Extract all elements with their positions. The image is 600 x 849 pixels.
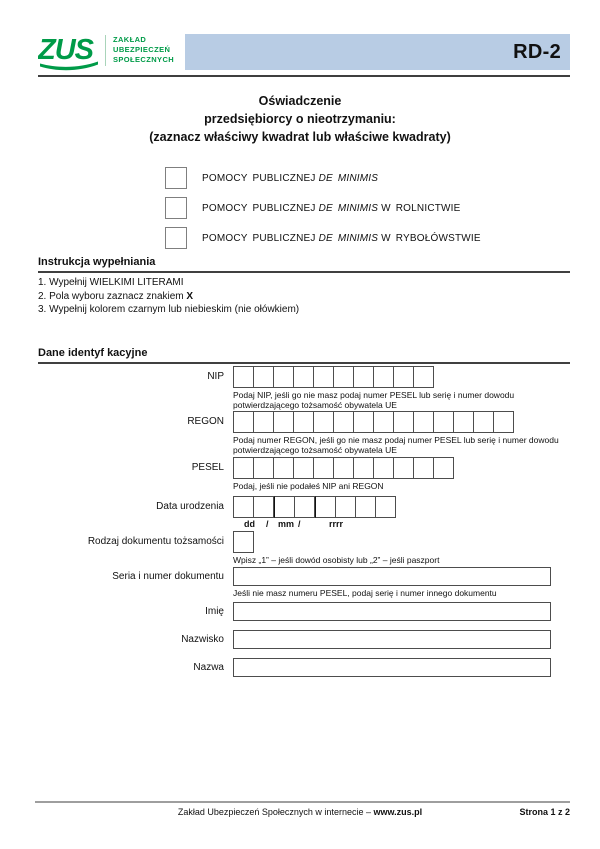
input-cell[interactable] (315, 496, 336, 518)
checkbox-label: POMOCY PUBLICZNEJ DE MINIMIS (202, 172, 379, 184)
form-code: RD-2 (513, 41, 561, 63)
birth-date-input-boxes (233, 496, 570, 518)
aid-type-checkbox-group (165, 167, 481, 257)
company-name-input[interactable] (233, 658, 551, 677)
input-cell[interactable] (453, 411, 474, 433)
cell-group (274, 496, 315, 518)
input-cell[interactable] (373, 411, 394, 433)
instruction-item: 1. Wypełnij WIELKIMI LITERAMI (38, 277, 184, 288)
cell-group (233, 531, 254, 553)
field-label-last-name: Nazwisko (181, 634, 224, 645)
org-name-line: ZAKŁAD (113, 35, 147, 44)
doc-type-input-box (233, 531, 570, 553)
input-cell[interactable] (253, 457, 274, 479)
input-cell[interactable] (313, 411, 334, 433)
checkbox-de-minimis-rybolowstwo[interactable] (165, 227, 187, 249)
doc-number-input[interactable] (233, 567, 551, 586)
input-cell[interactable] (355, 496, 376, 518)
checkbox-row-de-minimis-rybolowstwo (165, 227, 481, 249)
checkbox-de-minimis-rolnictwo[interactable] (165, 197, 187, 219)
input-cell[interactable] (233, 457, 254, 479)
field-label-birth-date: Data urodzenia (156, 501, 224, 512)
input-cell[interactable] (233, 366, 254, 388)
footer-text: Zakład Ubezpieczeń Społecznych w internecie – www.zus.pl (177, 807, 423, 817)
input-cell[interactable] (273, 411, 294, 433)
cell-group (233, 366, 434, 388)
identification-heading: Dane identyf kacyjne (38, 347, 570, 364)
logo-separator (105, 35, 106, 66)
input-cell[interactable] (233, 496, 254, 518)
pesel-help: Podaj, jeśli nie podałeś NIP ani REGON (233, 481, 384, 491)
form-code-band (185, 34, 570, 70)
cell-group (233, 457, 454, 479)
regon-help: Podaj numer REGON, jeśli go nie masz podaj numer PESEL lub serię i numer dowodu potwierdzającego tożsamość obywatela UE (233, 435, 559, 455)
field-label-doc-type: Rodzaj dokumentu tożsamości (87, 536, 224, 547)
cell-group (315, 496, 396, 518)
instructions-heading: Instrukcja wypełniania (38, 256, 570, 273)
form-title-line1: Oświadczenie (258, 94, 342, 108)
zus-logo (38, 32, 102, 77)
page-number: Strona 1 z 2 (519, 807, 570, 817)
form-row-regon (38, 411, 570, 455)
input-cell[interactable] (353, 457, 374, 479)
input-cell[interactable] (273, 366, 294, 388)
input-cell[interactable] (274, 496, 295, 518)
field-label-nip: NIP (207, 371, 224, 382)
header (38, 31, 570, 73)
field-label-doc-number: Seria i numer dokumentu (112, 571, 224, 582)
form-row-last-name (38, 630, 570, 649)
input-cell[interactable] (433, 411, 454, 433)
instruction-item: 2. Pola wyboru zaznacz znakiem X (38, 290, 194, 302)
field-label-company-name: Nazwa (193, 662, 224, 673)
input-cell[interactable] (373, 457, 394, 479)
input-cell[interactable] (413, 457, 434, 479)
input-cell[interactable] (473, 411, 494, 433)
doc-number-help: Jeśli nie masz numeru PESEL, podaj serię i numer innego dokumentu (233, 588, 497, 598)
input-cell[interactable] (293, 457, 314, 479)
input-cell[interactable] (313, 457, 334, 479)
checkbox-row-de-minimis-rolnictwo (165, 197, 481, 219)
checkbox-de-minimis[interactable] (165, 167, 187, 189)
checkbox-label: POMOCY PUBLICZNEJ DE MINIMIS W ROLNICTWIE (202, 202, 461, 214)
birth-date-format-hint: dd / mm / rrrr (244, 519, 344, 529)
field-label-regon: REGON (187, 416, 224, 427)
instructions-list (38, 276, 570, 317)
input-cell[interactable] (375, 496, 396, 518)
cell-group (233, 411, 514, 433)
instruction-item: 3. Wypełnij kolorem czarnym lub niebieskim (nie ołówkiem) (38, 304, 300, 315)
input-cell[interactable] (293, 366, 314, 388)
footer-rule (35, 801, 570, 803)
input-cell[interactable] (433, 457, 454, 479)
input-cell[interactable] (253, 496, 274, 518)
nip-input-boxes (233, 366, 570, 388)
form-row-birth-date (38, 496, 570, 530)
input-cell[interactable] (413, 366, 434, 388)
input-cell[interactable] (333, 457, 354, 479)
input-cell[interactable] (333, 411, 354, 433)
form-title (0, 92, 600, 146)
header-rule (38, 75, 570, 77)
org-name (113, 35, 174, 65)
input-cell[interactable] (294, 496, 315, 518)
checkbox-row-de-minimis (165, 167, 481, 189)
input-cell[interactable] (335, 496, 356, 518)
form-row-doc-number (38, 567, 570, 598)
input-cell[interactable] (393, 411, 414, 433)
last-name-input[interactable] (233, 630, 551, 649)
input-cell[interactable] (253, 411, 274, 433)
form-title-line3: (zaznacz właściwy kwadrat lub właściwe kwadraty) (149, 130, 451, 144)
form-row-pesel (38, 457, 570, 491)
input-cell[interactable] (413, 411, 434, 433)
input-cell[interactable] (373, 366, 394, 388)
doc-type-help: Wpisz „1” – jeśli dowód osobisty lub „2” – jeśli paszport (233, 555, 440, 565)
footer-url: www.zus.pl (373, 807, 423, 817)
checkbox-label: POMOCY PUBLICZNEJ DE MINIMIS W RYBOŁÓWSTWIE (202, 232, 481, 244)
input-cell[interactable] (273, 457, 294, 479)
input-cell[interactable] (393, 366, 414, 388)
org-name-line: UBEZPIECZEŃ (113, 45, 171, 54)
form-title-line2: przedsiębiorcy o nieotrzymaniu: (204, 112, 396, 126)
input-cell[interactable] (233, 411, 254, 433)
input-cell[interactable] (313, 366, 334, 388)
form-row-first-name (38, 602, 570, 621)
zus-logo-text: ZUS (38, 34, 93, 66)
field-label-pesel: PESEL (191, 462, 224, 473)
org-name-line: SPOŁECZNYCH (113, 55, 175, 64)
pesel-input-boxes (233, 457, 570, 479)
input-cell[interactable] (333, 366, 354, 388)
input-cell[interactable] (493, 411, 514, 433)
cell-group (233, 496, 274, 518)
form-row-nip (38, 366, 570, 410)
input-cell[interactable] (233, 531, 254, 553)
input-cell[interactable] (353, 366, 374, 388)
nip-help: Podaj NIP, jeśli go nie masz podaj numer PESEL lub serię i numer dowodu potwierdzającego tożsamość obywatela UE (233, 390, 515, 410)
first-name-input[interactable] (233, 602, 551, 621)
field-label-first-name: Imię (205, 606, 224, 617)
form-row-company-name (38, 658, 570, 677)
input-cell[interactable] (253, 366, 274, 388)
regon-input-boxes (233, 411, 570, 433)
input-cell[interactable] (393, 457, 414, 479)
input-cell[interactable] (353, 411, 374, 433)
form-row-doc-type (38, 531, 570, 565)
input-cell[interactable] (293, 411, 314, 433)
